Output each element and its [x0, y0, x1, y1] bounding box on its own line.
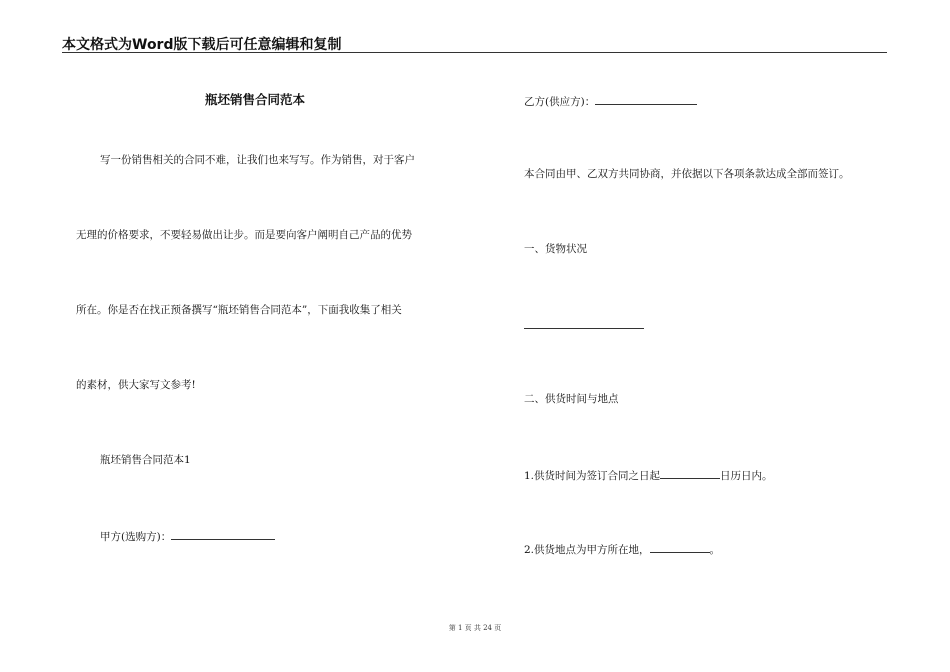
party-b-line	[524, 93, 697, 109]
party-a-label: 甲方(选购方)：	[100, 531, 172, 543]
delivery-time-blank	[660, 467, 720, 479]
delivery-time-item	[524, 467, 773, 483]
section-delivery-heading: 二、供货时间与地点	[524, 393, 619, 405]
party-b-label: 乙方(供应方)：	[524, 96, 596, 108]
section-goods-heading: 一、货物状况	[524, 243, 587, 255]
intro-line-3: 所在。你是否在找正预备撰写“瓶坯销售合同范本”，下面我收集了相关	[76, 304, 402, 316]
delivery-place-suffix: 。	[709, 544, 721, 556]
header-text: 本文格式为Word版下载后可任意编辑和复制	[62, 37, 342, 53]
intro-line-4: 的素材，供大家写文参考!	[76, 379, 196, 391]
delivery-place-blank	[650, 541, 710, 553]
page-footer: 第 1 页 共 24 页	[448, 624, 502, 632]
delivery-place-prefix: 2.供货地点为甲方所在地，	[524, 544, 650, 556]
contract-subtitle: 瓶坯销售合同范本1	[100, 454, 191, 466]
intro-line-2: 无理的价格要求，不要轻易做出让步。而是要向客户阐明自己产品的优势	[76, 229, 412, 241]
delivery-time-prefix: 1.供货时间为签订合同之日起	[524, 470, 661, 482]
page-header	[62, 34, 887, 53]
delivery-time-suffix: 日历日内。	[720, 470, 773, 482]
agreement-line: 本合同由甲、乙双方共同协商，并依据以下各项条款达成全部而签订。	[524, 168, 850, 180]
party-b-blank	[595, 93, 697, 105]
delivery-place-item	[524, 541, 720, 557]
document-title: 瓶坯销售合同范本	[205, 92, 306, 107]
party-a-line	[100, 528, 275, 544]
goods-blank-line	[524, 328, 644, 329]
intro-line-1: 写一份销售相关的合同不难，让我们也来写写。作为销售，对于客户	[100, 154, 415, 166]
party-a-blank	[171, 528, 275, 540]
